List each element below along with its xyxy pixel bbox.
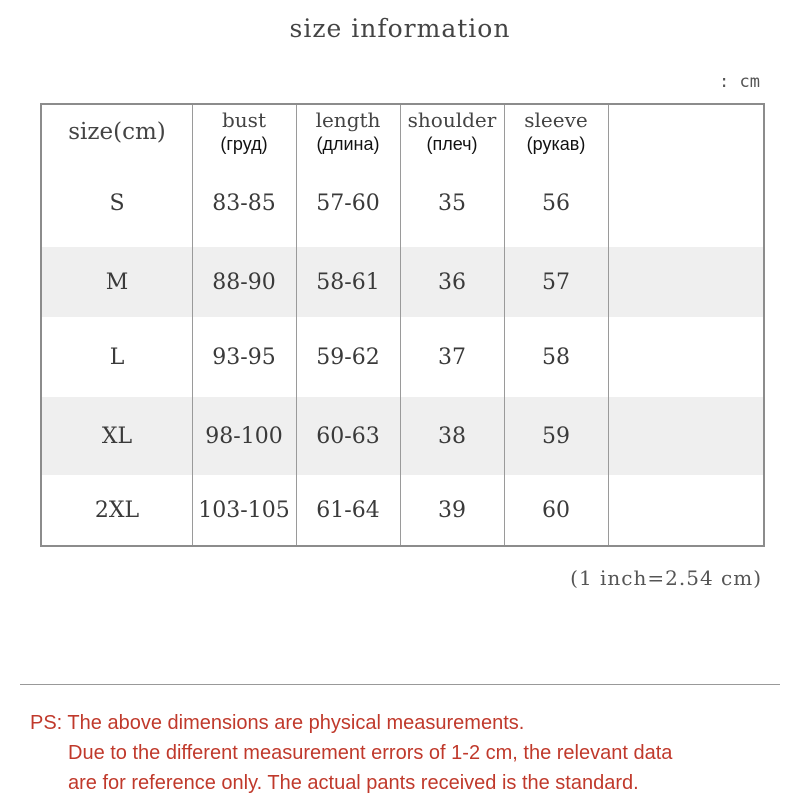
header-length xyxy=(296,105,400,159)
header-sleeve-ru-label: (рукав) xyxy=(526,134,586,154)
cell-size-2xl: 2XL xyxy=(94,497,140,523)
cell-length-2xl: 61-64 xyxy=(316,497,380,523)
cell-size-xl: XL xyxy=(101,423,133,449)
cell-sleeve-m: 57 xyxy=(542,269,570,295)
cell-length-s: 57-60 xyxy=(316,190,380,216)
header-sleeve-label: sleeve xyxy=(524,108,588,132)
cell-shoulder-xl: 38 xyxy=(438,423,466,449)
cell-size-m: M xyxy=(105,269,129,295)
header-length-ru-label: (длина) xyxy=(316,134,380,154)
inch-conversion-note: (1 inch=2.54 cm) xyxy=(570,566,762,590)
cell-shoulder-m: 36 xyxy=(438,269,466,295)
unit-label: : cm xyxy=(719,72,760,92)
cell-bust-m: 88-90 xyxy=(212,269,276,295)
cell-length-xl: 60-63 xyxy=(316,423,380,449)
cell-bust-2xl: 103-105 xyxy=(198,497,290,523)
size-table xyxy=(40,103,765,547)
cell-bust-xl: 98-100 xyxy=(205,423,283,449)
cell-bust-l: 93-95 xyxy=(212,344,276,370)
header-sleeve xyxy=(504,105,608,159)
cell-size-s: S xyxy=(109,190,125,216)
header-size xyxy=(42,105,192,159)
header-length-label: length xyxy=(315,108,381,132)
cell-size-l: L xyxy=(109,344,125,370)
cell-sleeve-xl: 59 xyxy=(542,423,570,449)
header-shoulder-label: shoulder xyxy=(407,108,497,132)
measurement-note xyxy=(30,708,790,798)
cell-shoulder-2xl: 39 xyxy=(438,497,466,523)
column-divider xyxy=(608,105,609,545)
header-bust-label: bust xyxy=(222,108,266,132)
cell-shoulder-s: 35 xyxy=(438,190,466,216)
note-line-1: PS: The above dimensions are physical measurements. xyxy=(30,712,525,734)
cell-bust-s: 83-85 xyxy=(212,190,276,216)
cell-length-l: 59-62 xyxy=(316,344,380,370)
cell-sleeve-l: 58 xyxy=(542,344,570,370)
divider xyxy=(20,684,780,685)
cell-length-m: 58-61 xyxy=(316,269,380,295)
header-shoulder-ru-label: (плеч) xyxy=(426,134,478,154)
note-line-2: Due to the different measurement errors of 1-2 cm, the relevant data xyxy=(68,742,673,764)
note-line-3: are for reference only. The actual pants received is the standard. xyxy=(68,772,639,794)
cell-sleeve-s: 56 xyxy=(542,190,570,216)
header-bust xyxy=(192,105,296,159)
cell-sleeve-2xl: 60 xyxy=(542,497,570,523)
cell-shoulder-l: 37 xyxy=(438,344,466,370)
header-shoulder xyxy=(400,105,504,159)
page-title: size information xyxy=(289,14,511,43)
header-size-label: size(cm) xyxy=(68,119,166,145)
header-bust-ru-label: (груд) xyxy=(220,134,268,154)
